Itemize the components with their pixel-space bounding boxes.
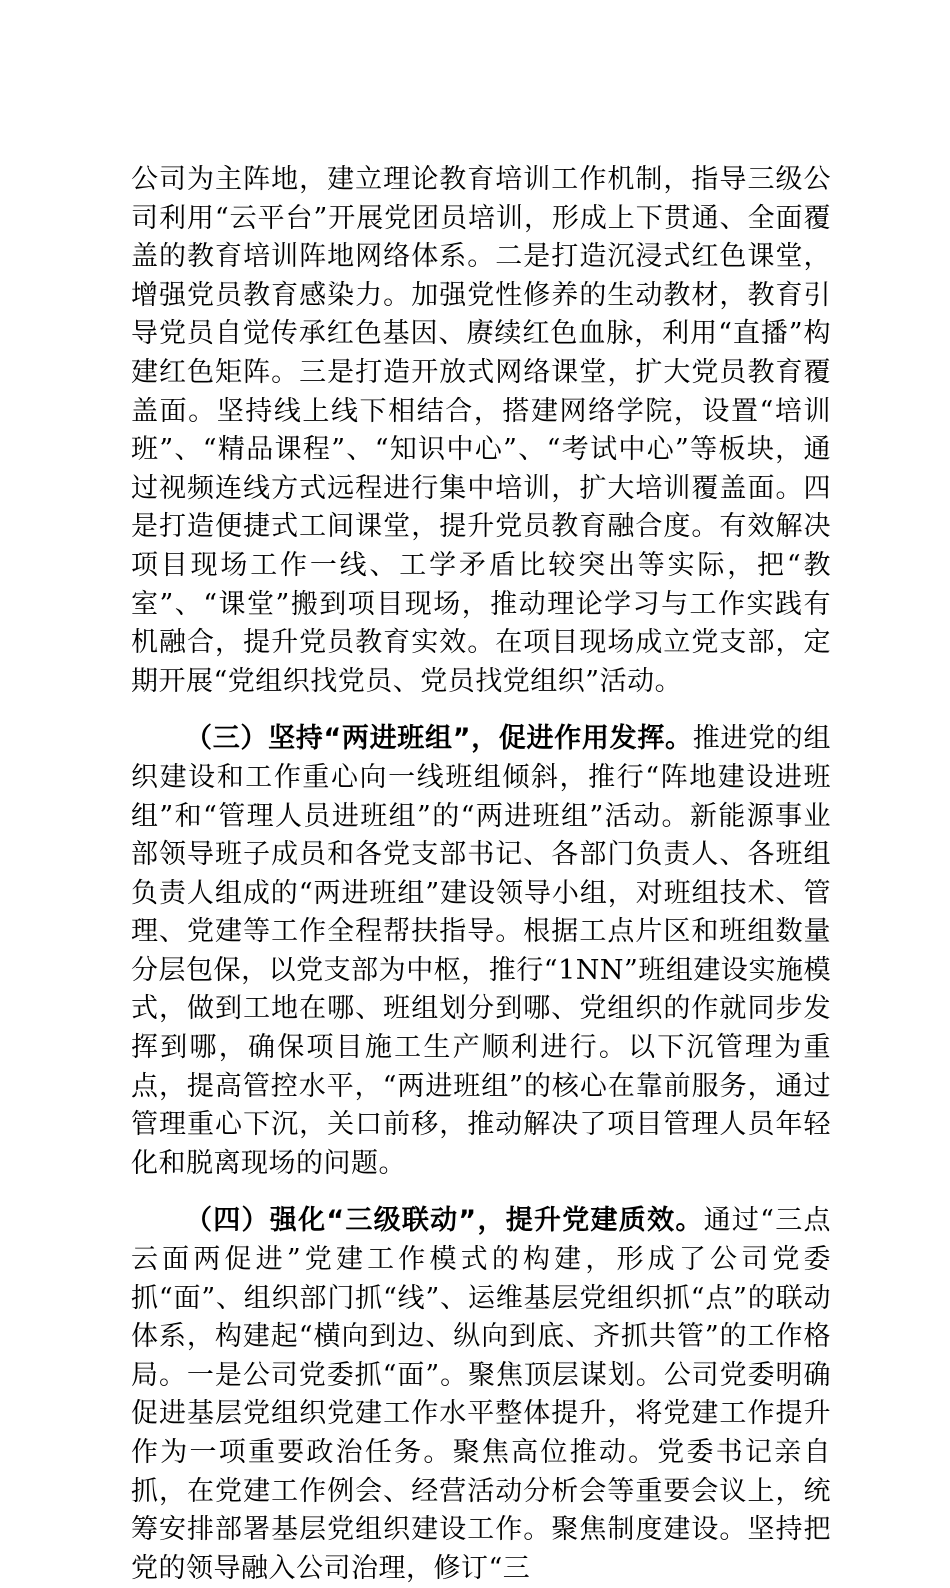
paragraph-section-4 [131,1202,831,1588]
paragraph-text: 推进党的组织建设和工作重心向一线班组倾斜，推行“阵地建设进班组”和“管理人员进班组”的“两进班组”活动。新能源事业部领导班子成员和各党支部书记、各部门负责人、各班组负责人组成的“两进班组”建设领导小组，对班组技术、管理、党建等工作全程帮扶指导。根据工点片区和班组数量分层包保，以党支部为中枢，推行“1NN”班组建设实施模式，做到工地在哪、班组划分到哪、党组织的作就同步发挥到哪，确保项目施工生产顺利进行。以下沉管理为重点，提高管控水平，“两进班组”的核心在靠前服务，通过管理重心下沉，关口前移，推动解决了项目管理人员年轻化和脱离现场的问题。 [131,723,832,1179]
section-heading: （四）强化“三级联动”，提升党建质效。 [185,1205,704,1237]
paragraph-text: 通过“三点云面两促进”党建工作模式的构建，形成了公司党委抓“面”、组织部门抓“线”、运维基层党组织抓“点”的联动体系，构建起“横向到边、纵向到底、齐抓共管”的工作格局。一是公司党委抓“面”。聚焦顶层谋划。公司党委明确促进基层党组织党建工作水平整体提升，将党建工作提升作为一项重要政治任务。聚焦高位推动。党委书记亲自抓，在党建工作例会、经营活动分析会等重要会议上，统筹安排部署基层党组织建设工作。聚焦制度建设。坚持把党的领导融入公司治理，修订“三 [131,1205,831,1584]
paragraph-text: 公司为主阵地，建立理论教育培训工作机制，指导三级公司利用“云平台”开展党团员培训，形成上下贯通、全面覆盖的教育培训阵地网络体系。二是打造沉浸式红色课堂，增强党员教育感染力。加强党性修养的生动教材，教育引导党员自觉传承红色基因、赓续红色血脉，利用“直播”构建红色矩阵。三是打造开放式网络课堂，扩大党员教育覆盖面。坚持线上线下相结合，搭建网络学院，设置“培训班”、“精品课程”、“知识中心”、“考试中心”等板块，通过视频连线方式远程进行集中培训，扩大培训覆盖面。四是打造便捷式工间课堂，提升党员教育融合度。有效解决项目现场工作一线、工学矛盾比较突出等实际，把“教室”、“课堂”搬到项目现场，推动理论学习与工作实践有机融合，提升党员教育实效。在项目现场成立党支部，定期开展“党组织找党员、党员找党组织”活动。 [131,164,831,697]
paragraph-section-3 [131,720,831,1183]
section-heading: （三）坚持“两进班组”，促进作用发挥。 [185,723,693,755]
paragraph-continuation [131,161,831,701]
document-body [131,161,831,1588]
